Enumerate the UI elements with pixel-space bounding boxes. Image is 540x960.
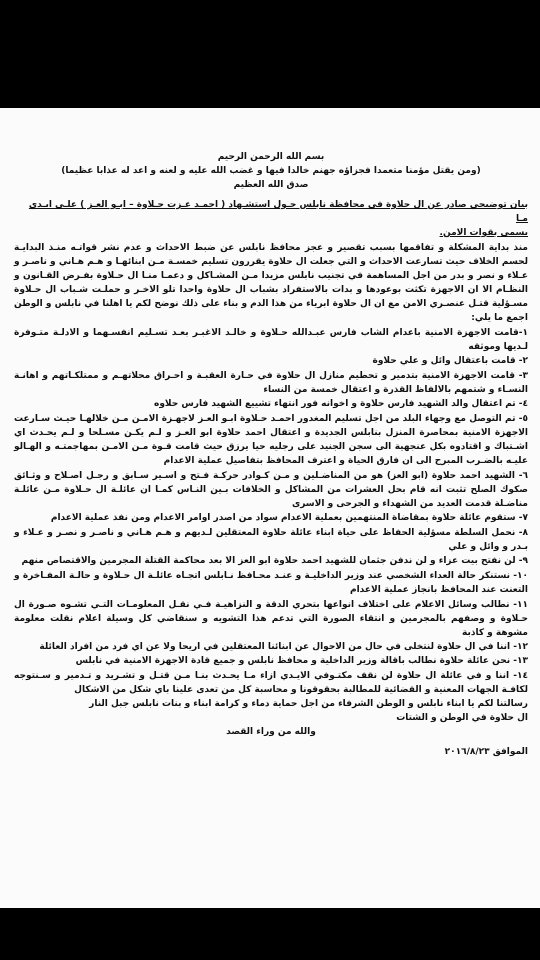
list-item: ١٣- نحن عائلة حلاوة نطالب باقالة وزير الداخلية و محافظ نابلس و جميع قادة الاجهزة الامنية في نابلس <box>75 656 528 666</box>
intro-paragraph: منذ بداية المشكلة و تفاقمها بسبب تقصير و عجز محافظ نابلس عن ضبط الاحداث و عدم نشر قواتـه منـذ البدايـة لحسم الخلاف حيث تسارعت الاحداث و التي جعلت ال حلاوة يقررون تسليم خمسـة مـن ابنائهـا و هـم هـاني و ناصـر و عـلاء و نصر و بدر من اجل المساهمة في تجنيب نابلس مزيدا مـن المشـاكل و دعمـا منـا ال حـلاوة بفـرض القـانون و النظـام الا ان الاجهزة تكثت بوعودها و بدات بالاستفراد بشباب ال حلاوة واحدا تلو الاخـر و حملـت شـباب ال حـلاوة مسـؤلية قتـل عنصـري الامن مع ان ال حلاوة ابرياء من هذا الدم و بناء على ذلك نوضح لكم يا اهلنا في نابلس و الوطن اجمع ما يلي: <box>14 243 528 323</box>
list-item: ٣- قامت الاجهزة الامنية بتدمير و تحطيم منازل ال حلاوة في حـارة العقبـة و احـراق محلاتهـم و ممتلكـاتهم و اهانـة النسـاء و شتمهم بالالفاظ القذرة و اعتقال خمسة من النساء <box>14 371 528 395</box>
signature-phrase: والله من وراء القصد <box>226 727 316 737</box>
verse-end: صدق الله العظيم <box>233 180 309 190</box>
statement-body <box>14 150 528 759</box>
list-item: ٤- تم اعتقال والد الشهيد فارس حلاوة و اخوانه فور انتهاء تشييع الشهيد فارس حلاوه <box>154 399 528 409</box>
list-item: ٨- نحمل السلطة مسؤلية الحفاظ على حياة ابناء عائلة حلاوة المعتقلين لـديهم و هـم هـاني و ناصـر و نصـر و عـلاء و بـدر و وائل و علي <box>14 528 528 552</box>
statement-title: بيان توضيحي صادر عن ال حلاوة في محافظة نابلس حـول استشـهاد ( احمـد عـزت حـلاوة – ابـو العـز ) علـى ايـدي مـا <box>28 200 528 224</box>
basmala: بسم الله الرحمن الرحيم <box>217 152 325 162</box>
document-page <box>0 108 540 908</box>
list-item: ١٠- نستنكر حالة العداء الشخصي عند وزير الداخليـة و عنـد محـافظ نـابلس اتجـاه عائلـة ال حـلاوة و حالـة المفـاخرة و التعنت عند المحافظ بانجاز عملية الاعدام <box>14 571 528 595</box>
list-item: ١-قامت الاجهزة الامنية باعدام الشاب فارس عبـدالله حـلاوة و خالـد الاغبـر بعـد تسـليم انفسـهما و الادلـة متـوفرة لـديها وموثقه <box>14 328 528 352</box>
list-item: ٧- ستقوم عائلة حلاوة بمقاضاة المنتهمين بعملية الاعدام سواد من اصدر اوامر الاعدام ومن نفذ عملية الاعدام <box>50 513 528 523</box>
list-item: ٢- قامت باعتقال وائل و علي حلاوة <box>372 356 528 366</box>
list-item: ٦- الشهيد احمد حلاوة (ابو العز) هو من المناضـلين و مـن كـوادر حركـة فـتح و اسـير سـابق و رجـل اصـلاح و وثـائق صكوك الصلح تثبت انه قام بحل العشرات من المشاكل و الخلافات بـين النـاس كمـا ان عائلـة ال حـلاوة مـن عائلـة مناضـلة قدمت العديد من الشهداء و الجرحى و الاسرى <box>14 471 528 509</box>
list-item: ١١- نطالب وسائل الاعلام على اختلاف انواعها بتحري الدقة و النزاهيـة فـي نقـل المعلومـات التـي تشـوه صـورة ال حـلاوة و وصفهم بالمجرمين و انتقاء الصورة التي تدعم هذا التشويه و سنقاضي كل وسيلة اعلام نقلت معلومة مشوهة و كاذبة <box>14 600 528 638</box>
list-item: ٩- لن نفتح بيت عزاء و لن ندفن جثمان للشهيد احمد حلاوة ابو العز الا بعد محاكمة القتلة المجرمين والاقتصاص منهم <box>21 556 528 566</box>
closing-message: رسالتنا لكم يا ابناء نابلس و الوطن الشرفاء من اجل حماية دماء و كرامة ابناء و بنات نابلس جبل النار <box>89 699 528 709</box>
list-item: ٥- تم التوصل مع وجهاء البلد من اجل تسليم المغدور احمـد حـلاوة ابـو العـز لاجهـزة الامـن مـن خلالهـا حيـث سـارعت الاجهزة الامنية بمحاصرة المنزل بنابلس الجديدة و اعتقال احمد حلاوة ابو العـز و لـم يكـن مسـلحا و لـم يحـدث اي اشـتباك و اقتادوه بكل عنجهية الى سجن الجنيد على رجليه حيا يرزق حيث قامت قـوة مـن الامـن بمهاجمتـه و الهـالو عليـه بالضـرب المبرح الى ان فارق الحياة و اعترف المحافظ بتفاصيل عملية الاعدام <box>14 414 528 466</box>
quran-verse: (ومن يقتل مؤمنا متعمدا فجزاؤه جهنم خالدا فيها و غضب الله عليه و لعنه و اعد له عذابا عظيما) <box>61 166 481 176</box>
list-item: ١٢- اننا في ال حلاوة لنتخلى في حال من الاحوال عن ابنائنا المعتقلين في اريحا ولا عن اي فرد من افراد العائلة <box>39 642 528 652</box>
list-item: ١٤- اننا و في عائلة ال حلاوة لن نقف مكتـوفي الايـدي ازاء مـا يحـدث بنـا مـن قتـل و تشـريد و تـدمير و سـنتوجه لكافـة الجهات المعنية و القضائية للمطالبة بحقوقونا و محاسبة كل من تعدى علينا باي شكل من الاشكال <box>14 671 528 695</box>
document-date: الموافق ٢٠١٦/٨/٢٣ <box>444 747 528 757</box>
statement-title-continued: يسمى بقوات الامن. <box>439 228 528 238</box>
signature-family: ال حلاوة في الوطن و الشتات <box>396 713 528 723</box>
